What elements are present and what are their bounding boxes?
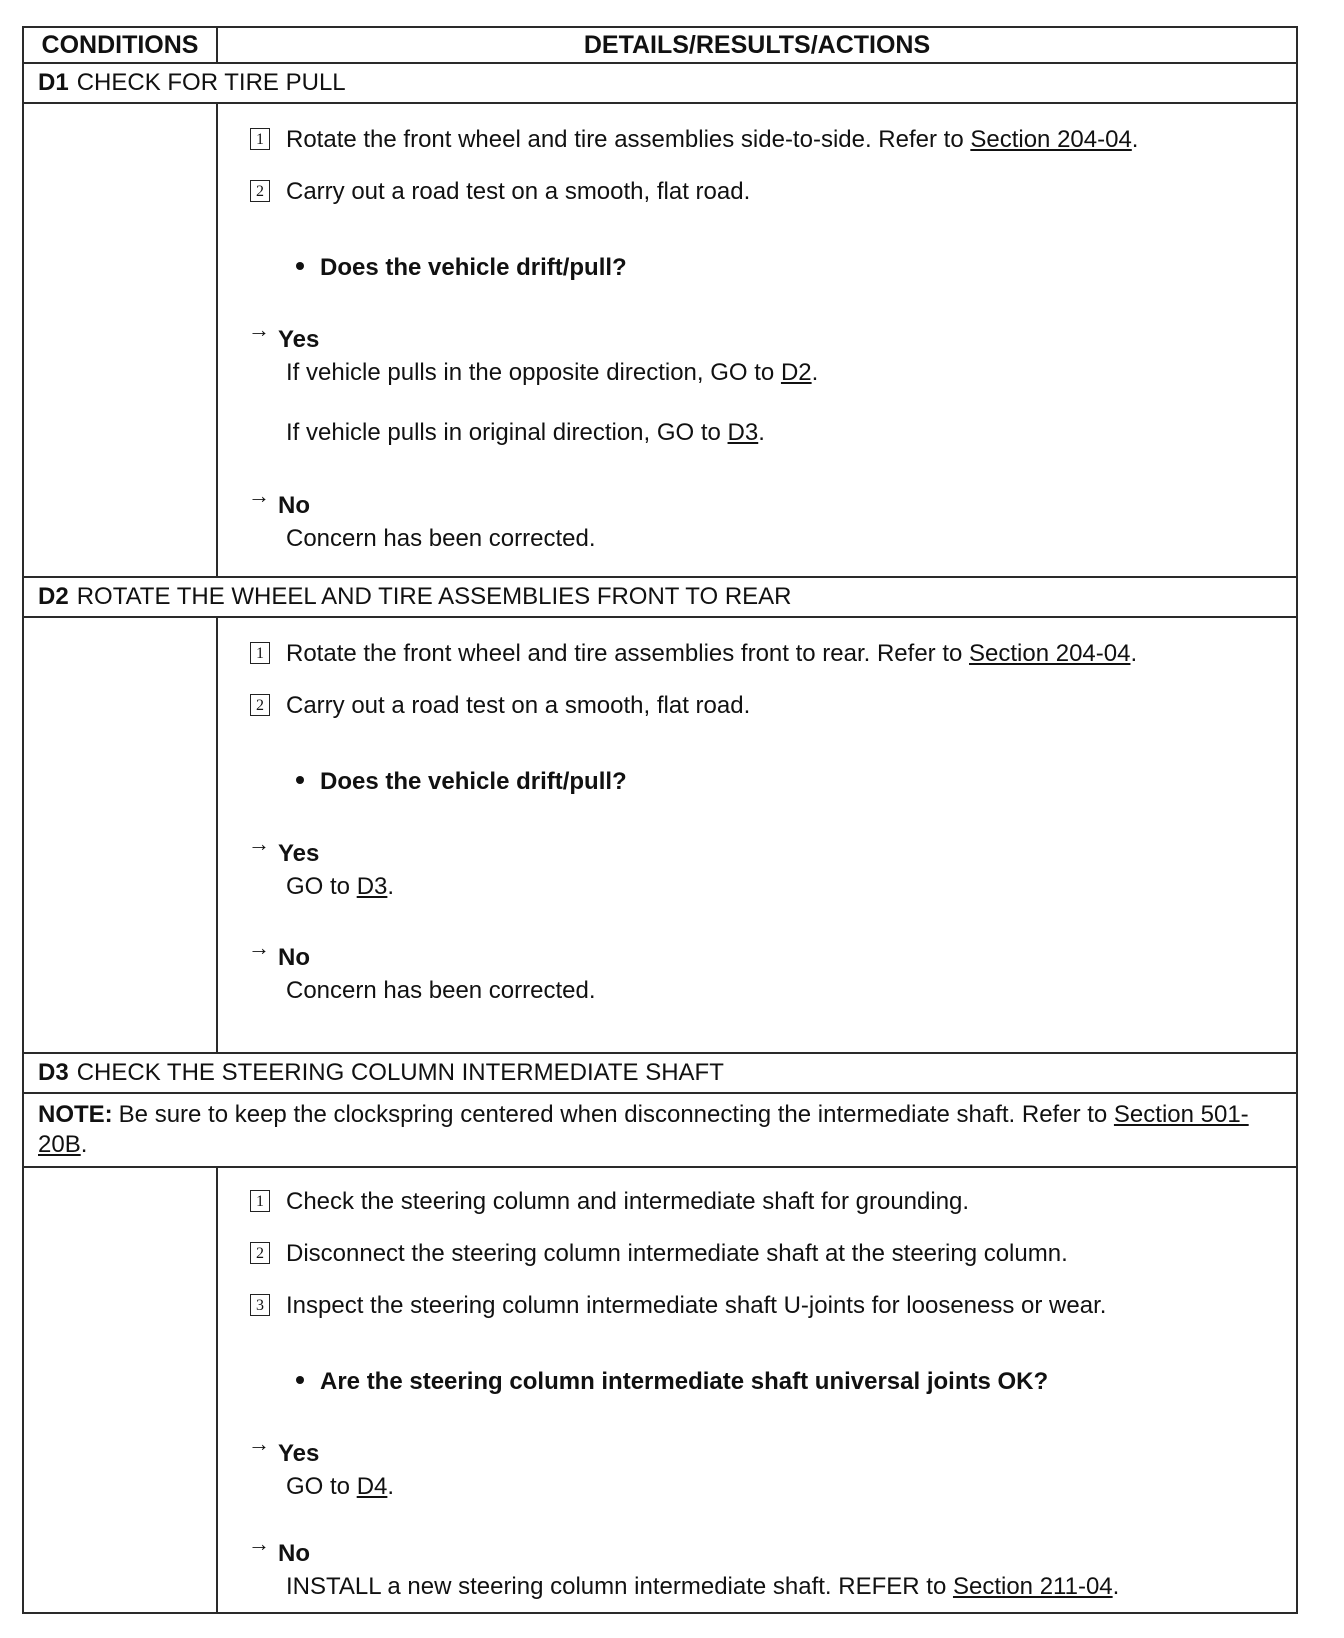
d1-title-row bbox=[24, 64, 1296, 104]
column-divider bbox=[216, 618, 218, 1052]
d2-title-text: ROTATE THE WHEEL AND TIRE ASSEMBLIES FRONT TO REAR bbox=[76, 583, 792, 610]
arrow-icon: → bbox=[248, 317, 270, 342]
section-204-04-link[interactable]: Section 204-04 bbox=[970, 126, 1132, 153]
d2-step-1 bbox=[250, 640, 1137, 668]
d2-step-2-text: Carry out a road test on a smooth, flat road. bbox=[286, 692, 751, 719]
arrow-icon: → bbox=[248, 935, 270, 960]
section-211-04-link[interactable]: Section 211-04 bbox=[952, 1573, 1113, 1600]
column-divider bbox=[216, 1168, 218, 1612]
d4-link[interactable]: D4 bbox=[356, 1473, 388, 1500]
yes-label: Yes bbox=[278, 326, 320, 353]
d3-link[interactable]: D3 bbox=[356, 873, 388, 900]
d2-body-row bbox=[24, 618, 1296, 1054]
d1-details-cell bbox=[244, 104, 1296, 576]
bullet-icon bbox=[296, 1376, 304, 1384]
d1-id: D1 bbox=[38, 69, 69, 96]
d3-step-2-text: Disconnect the steering column intermediate shaft at the steering column. bbox=[286, 1240, 1068, 1267]
no-label: No bbox=[278, 1540, 310, 1567]
d2-details-cell bbox=[244, 618, 1296, 1052]
d3-title-text: CHECK THE STEERING COLUMN INTERMEDIATE SHAFT bbox=[76, 1059, 724, 1086]
d3-no-result bbox=[248, 1531, 1120, 1602]
d3-no-text: INSTALL a new steering column intermediate shaft. REFER to Section 211-04. bbox=[286, 1573, 1120, 1600]
d2-step-2 bbox=[250, 692, 750, 720]
section-204-04-link[interactable]: Section 204-04 bbox=[969, 640, 1131, 667]
d2-no-text: Concern has been corrected. bbox=[286, 977, 596, 1004]
d3-title-row bbox=[24, 1054, 1296, 1094]
d1-title bbox=[38, 64, 346, 102]
d3-step-2 bbox=[250, 1240, 1068, 1268]
d2-link[interactable]: D2 bbox=[780, 359, 812, 386]
d3-title bbox=[38, 1054, 724, 1092]
d1-no-result bbox=[248, 483, 596, 554]
d3-note-row bbox=[24, 1094, 1296, 1168]
d3-question-text: Are the steering column intermediate shaft universal joints OK? bbox=[320, 1368, 1049, 1395]
arrow-icon: → bbox=[248, 831, 270, 856]
d1-body-row bbox=[24, 104, 1296, 578]
details-header: DETAILS/RESULTS/ACTIONS bbox=[583, 30, 931, 59]
d1-step-1 bbox=[250, 126, 1138, 154]
step-number-box: 3 bbox=[250, 1294, 270, 1316]
d3-step-1 bbox=[250, 1188, 969, 1216]
d2-question bbox=[296, 768, 627, 796]
d2-title bbox=[38, 578, 792, 616]
d1-title-text: CHECK FOR TIRE PULL bbox=[76, 69, 346, 96]
d3-body-row bbox=[24, 1168, 1296, 1612]
d1-step-2-text: Carry out a road test on a smooth, flat road. bbox=[286, 178, 751, 205]
d3-link[interactable]: D3 bbox=[727, 419, 759, 446]
arrow-icon: → bbox=[248, 483, 270, 508]
d1-step-1-text: Rotate the front wheel and tire assemblies side-to-side. Refer to Section 204-04. bbox=[286, 126, 1139, 153]
d2-yes-text: GO to D3. bbox=[286, 873, 395, 900]
d1-no-text: Concern has been corrected. bbox=[286, 525, 596, 552]
d1-yes-line-1: If vehicle pulls in the opposite direction, GO to D2. bbox=[286, 359, 819, 386]
step-number-box: 1 bbox=[250, 128, 270, 150]
arrow-icon: → bbox=[248, 1431, 270, 1456]
no-label: No bbox=[278, 944, 310, 971]
d3-step-1-text: Check the steering column and intermediate shaft for grounding. bbox=[286, 1188, 970, 1215]
d3-step-3 bbox=[250, 1292, 1106, 1320]
conditions-header: CONDITIONS bbox=[41, 30, 199, 59]
d2-question-text: Does the vehicle drift/pull? bbox=[320, 768, 627, 795]
d3-step-3-text: Inspect the steering column intermediate shaft U-joints for looseness or wear. bbox=[286, 1292, 1107, 1319]
step-number-box: 2 bbox=[250, 1242, 270, 1264]
step-number-box: 1 bbox=[250, 642, 270, 664]
column-divider bbox=[216, 104, 218, 576]
d3-details-cell bbox=[244, 1168, 1296, 1612]
step-number-box: 1 bbox=[250, 1190, 270, 1212]
diagnostic-table bbox=[22, 26, 1298, 1614]
no-label: No bbox=[278, 492, 310, 519]
d1-step-2 bbox=[250, 178, 750, 206]
d3-id: D3 bbox=[38, 1059, 69, 1086]
bullet-icon bbox=[296, 262, 304, 270]
d1-yes-result bbox=[248, 317, 819, 448]
step-number-box: 2 bbox=[250, 694, 270, 716]
d2-yes-result bbox=[248, 831, 395, 902]
d2-no-result bbox=[248, 935, 596, 1006]
d2-title-row bbox=[24, 578, 1296, 618]
d3-yes-text: GO to D4. bbox=[286, 1473, 395, 1500]
d3-note: NOTE: Be sure to keep the clockspring centered when disconnecting the intermediate shaft. Refer to Section 501-20B. bbox=[38, 1101, 1249, 1158]
step-number-box: 2 bbox=[250, 180, 270, 202]
d1-question-text: Does the vehicle drift/pull? bbox=[320, 254, 627, 281]
table-header-row bbox=[24, 28, 1296, 64]
d3-question bbox=[296, 1368, 1048, 1396]
yes-label: Yes bbox=[278, 840, 320, 867]
d3-yes-result bbox=[248, 1431, 395, 1502]
d2-id: D2 bbox=[38, 583, 69, 610]
arrow-icon: → bbox=[248, 1531, 270, 1556]
d2-step-1-text: Rotate the front wheel and tire assemblies front to rear. Refer to Section 204-04. bbox=[286, 640, 1138, 667]
note-label: NOTE: bbox=[38, 1101, 113, 1128]
d1-yes-line-2: If vehicle pulls in original direction, GO to D3. bbox=[286, 419, 765, 446]
d1-question bbox=[296, 254, 627, 282]
section-501-20b-link[interactable]: Section 501-20B bbox=[38, 1101, 1249, 1158]
yes-label: Yes bbox=[278, 1440, 320, 1467]
bullet-icon bbox=[296, 776, 304, 784]
